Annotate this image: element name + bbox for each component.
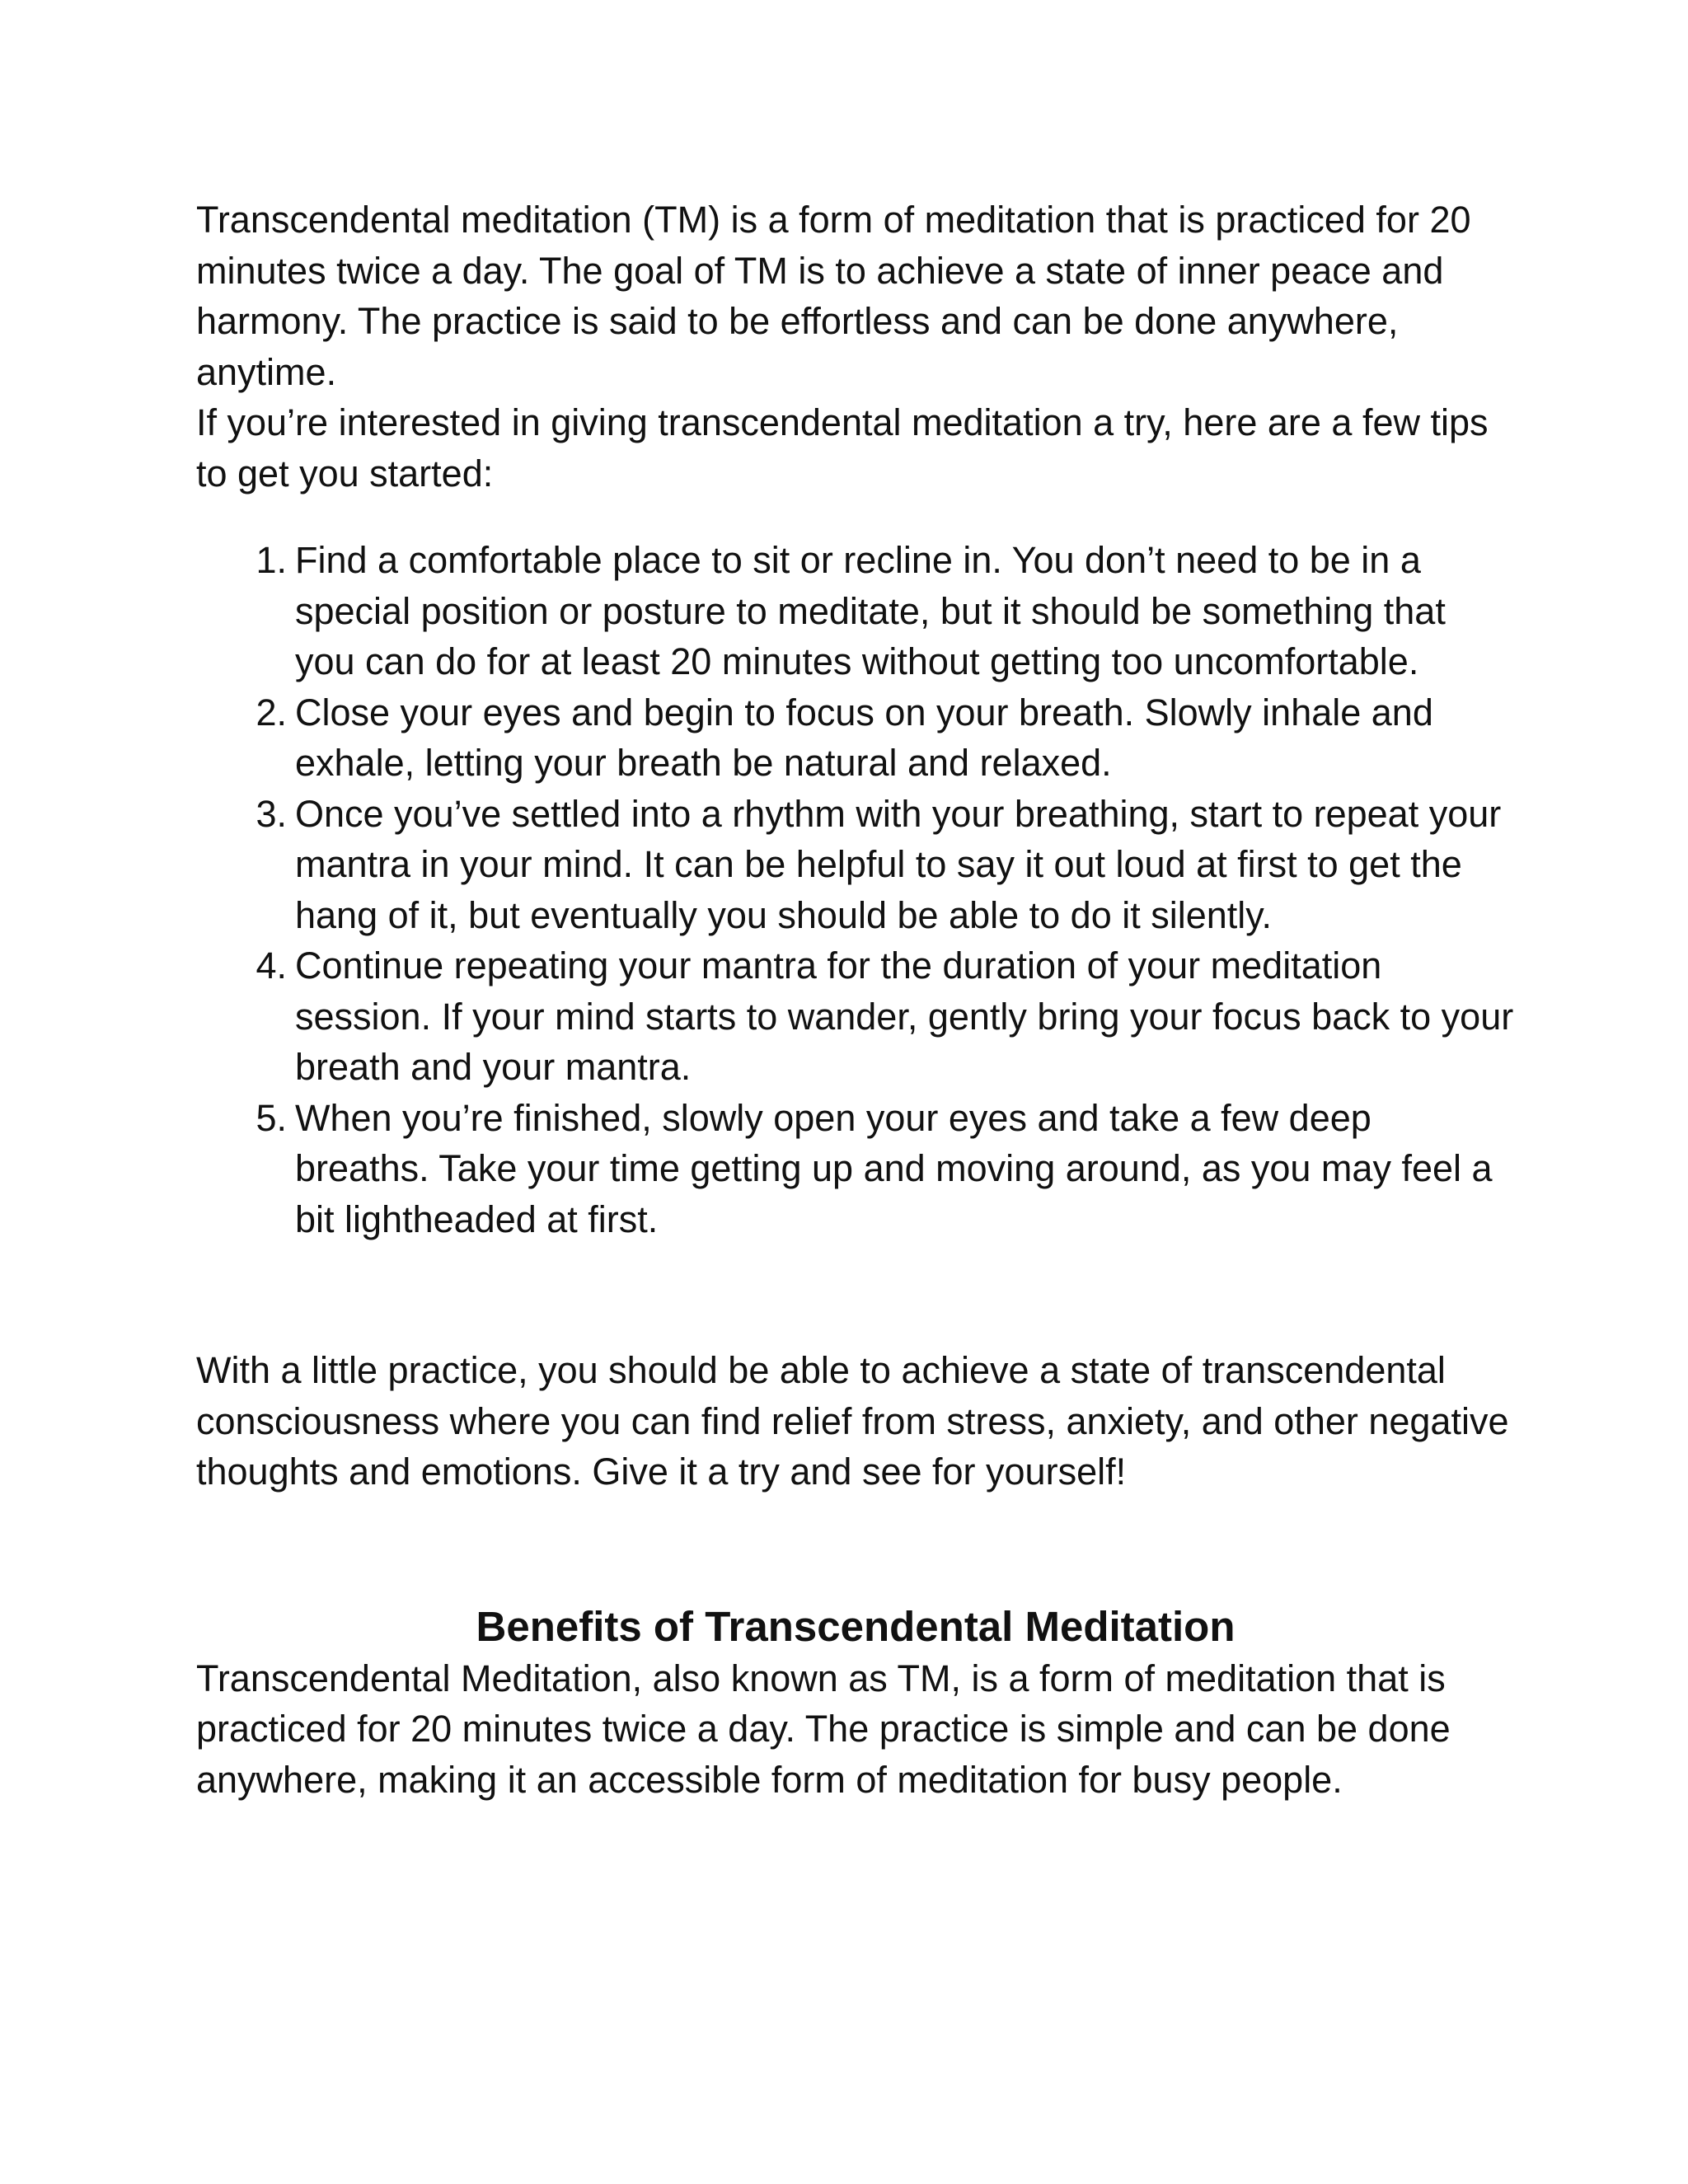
list-item-text: When you’re finished, slowly open your eyes and take a few deep breaths. Take your time getting up and moving around, as you may feel a bit lightheaded at first. — [295, 1096, 1493, 1240]
list-item-number: 4. — [256, 944, 287, 987]
document-page — [196, 194, 1515, 1805]
tips-list — [196, 535, 1515, 1244]
list-item-text: Once you’ve settled into a rhythm with your breathing, start to repeat your mantra in your mind. It can be helpful to say it out loud at first to get the hang of it, but eventually you should be able to do it silently. — [295, 792, 1502, 936]
intro-paragraph: Transcendental meditation (TM) is a form of meditation that is practiced for 20 minutes twice a day. The goal of TM is to achieve a state of inner peace and harmony. The practice is said to be effortless and can be done anywhere, anytime. — [196, 199, 1471, 393]
benefits-paragraph: Transcendental Meditation, also known as TM, is a form of meditation that is practiced for 20 minutes twice a day. The practice is simple and can be done anywhere, making it an accessible form of meditation for busy people. — [196, 1657, 1451, 1801]
list-item-number: 5. — [256, 1096, 287, 1139]
list-item-number: 3. — [256, 792, 287, 835]
list-item — [196, 940, 1515, 1093]
closing-paragraph: With a little practice, you should be able to achieve a state of transcendental consciousness where you can find relief from stress, anxiety, and other negative thoughts and emotions. Give it a try and see for yourself! — [196, 1349, 1509, 1493]
list-item — [196, 687, 1515, 789]
list-item — [196, 535, 1515, 687]
list-item — [196, 789, 1515, 941]
tips-intro-paragraph: If you’re interested in giving transcendental meditation a try, here are a few tips to get you started: — [196, 401, 1489, 494]
list-item-number: 1. — [256, 539, 287, 581]
list-item-text: Close your eyes and begin to focus on your breath. Slowly inhale and exhale, letting your breath be natural and relaxed. — [295, 691, 1433, 784]
list-item — [196, 1093, 1515, 1245]
list-item-text: Find a comfortable place to sit or recline in. You don’t need to be in a special position or posture to meditate, but it should be something that you can do for at least 20 minutes without getting too uncomfortable. — [295, 539, 1446, 682]
list-item-text: Continue repeating your mantra for the duration of your meditation session. If your mind starts to wander, gently bring your focus back to your breath and your mantra. — [295, 944, 1514, 1088]
section-heading: Benefits of Transcendental Meditation — [476, 1602, 1236, 1650]
list-item-number: 2. — [256, 691, 287, 733]
